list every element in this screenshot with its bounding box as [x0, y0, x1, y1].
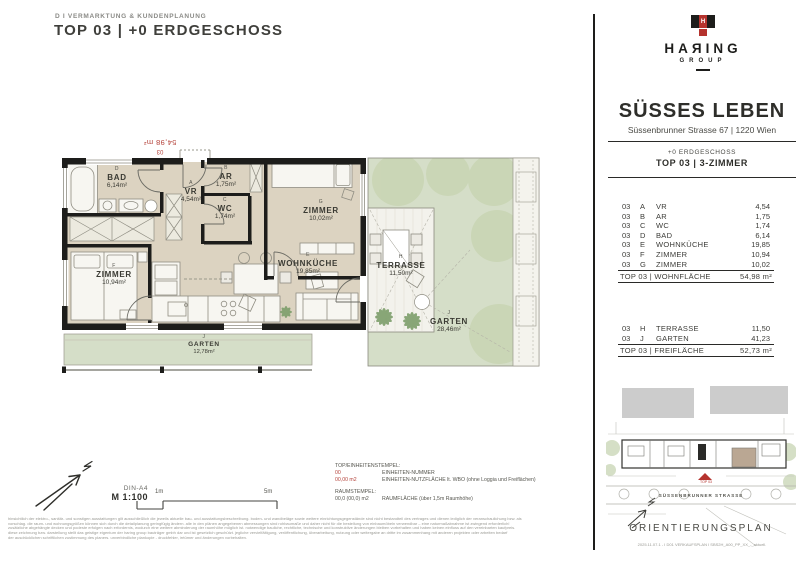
stamp-legend-title: TOP/EINHEITENSTEMPEL: [335, 463, 401, 469]
brand-dash [696, 69, 710, 71]
room-label-wohnkueche: E WOHNKÜCHE 19,85m² [277, 252, 339, 276]
unit-stamp-rotated: 03 54,98 m² [143, 138, 177, 155]
table-row: 03 F ZIMMER 10,94 [622, 249, 770, 259]
legal-disclaimer: hinsichtlich der elektro-, sanitär- und sonstigen ausstattungen gilt ausschließlich die jeweils aktuelle bau- und ausstattungsbeschreibung. boden- und wandbeläge sowie weitere einrichtungsgegenstände sind nicht bestandteil des vertrages und dienen lediglich der veranschaulichung bzw. als vorschlag. die raum- und wohnungsgrößen können sich durch die detailplanung geringfügig ändern. alle in den plänen angegebenen abmessungen sind rohbaumaße und daher nicht für die bestellung von einbaumöbeln verwendbar – eine naturmaßabnahme ist zwingend erforderlich! zusätzliche abgehängte decken und podeste erfolgen nach erfordernis, wodurch eine weitere abminderung der raumhöhe möglich ist. notwendige bauliche, rechtliche, technische und konstruktive änderungen bleiben vorbehalten und haben keinen einfluss auf den vereinbarten kaufpreis. diese zeichnung bzw. darstellung stellt das geistige eigentum der haring group bauträger gmbh dar und ist gesetzlich geschützt. jegliche vervielfältigung, veröffentlichung, überarbeitung, nutzung oder weitergabe an dritte im zusammenhang mit anderen projekten oder arbeiten bedarf der ausdrücklichen schriftlichen zustimmung des planers. unverbindliche plankopie - druckfehler, irrtümer und änderungen vorbehalten. [8, 516, 522, 540]
living-area-table [622, 202, 770, 269]
outdoor-area-table [622, 324, 770, 343]
table-row: 03 H TERRASSE 11,50 [622, 324, 770, 333]
room-label-vr: A VR 4,54m² [180, 180, 202, 204]
brand-name: HAЯING [664, 41, 742, 56]
logo-h: H [700, 18, 706, 25]
garden-strip [62, 334, 312, 373]
project-address: Süssenbrunner Strasse 67 | 1220 Wien [627, 125, 777, 135]
table-row: 03 J GARTEN 41,23 [622, 333, 770, 343]
freiflaeche-total: TOP 03 | FREIFLÄCHE 52,73 m² [620, 346, 772, 355]
panel-divider [593, 14, 595, 550]
room-label-ar: B AR 1,75m² [215, 165, 237, 189]
scale-tick-1m: 1m [155, 489, 164, 495]
page-title: TOP 03 | +0 ERDGESCHOSS [54, 22, 284, 39]
haring-group-logo-icon [691, 15, 715, 38]
room-legend-title: RAUMSTEMPEL: [335, 488, 376, 495]
table-row: 03 C WC 1,74 [622, 221, 770, 231]
fence-strip [513, 158, 539, 366]
table-row: 03 A VR 4,54 [622, 202, 770, 211]
scale-info: DIN-A4 M 1:100 [111, 485, 148, 502]
room-label-wc: C WC 1,74m² [214, 197, 236, 221]
map-marker-label: TOP 03 [700, 480, 712, 484]
table-row: 03 G ZIMMER 10,02 [622, 259, 770, 269]
wohnflaeche-total: TOP 03 | WOHNFLÄCHE 54,98 m² [620, 272, 772, 281]
floor-label: +0 ERDGESCHOSS [667, 149, 737, 156]
room-label-terrasse: H TERRASSE 11,50m² [376, 254, 426, 278]
room-label-garten: J GARTEN 28,46m² [430, 310, 468, 334]
room-label-bad: D BAD 6,14m² [106, 166, 128, 190]
project-title: SÜSSES LEBEN [618, 100, 786, 122]
room-label-garten-strip: J GARTEN 12,78m² [188, 334, 220, 355]
street-label: SÜSSENBRUNNER STRASSE [658, 493, 744, 498]
table-row: 03 B AR 1,75 [622, 211, 770, 221]
plan-version-footer: 2025.11.07.1 - I D01 VERKAUFSPLAN I SBS2H_A00_PP_XX_-_aktuell. [637, 542, 767, 547]
orientation-caption: ORIENTIERUNGSPLAN [629, 523, 773, 534]
location-marker-icon [698, 473, 712, 480]
department-label: D I VERMARKTUNG & KUNDENPLANUNG [55, 13, 207, 20]
room-label-zimmer-f: F ZIMMER 10,94m² [96, 263, 132, 287]
scale-tick-5m: 5m [264, 489, 273, 495]
divider-rule [608, 177, 796, 178]
room-label-zimmer-g: G ZIMMER 10,02m² [303, 199, 339, 223]
brand-group: GROUP [679, 58, 727, 64]
divider-rule [608, 141, 796, 142]
unit-label: TOP 03 | 3-ZIMMER [656, 158, 748, 168]
stamp-legend: TOP/EINHEITENSTEMPEL: 00 EINHEITEN-NUMMER 00,00 m2 EINHEITEN-NUTZFLÄCHE lt. WBO (ohne Loggia und Freiflächen) RAUMSTEMPEL: 00,0 (00,0) m2 RAUMFLÄCHE (über 1,5m Raumhöhe) [335, 463, 536, 502]
table-row: 03 E WOHNKÜCHE 19,85 [622, 240, 770, 250]
table-row: 03 D BAD 6,14 [622, 230, 770, 240]
